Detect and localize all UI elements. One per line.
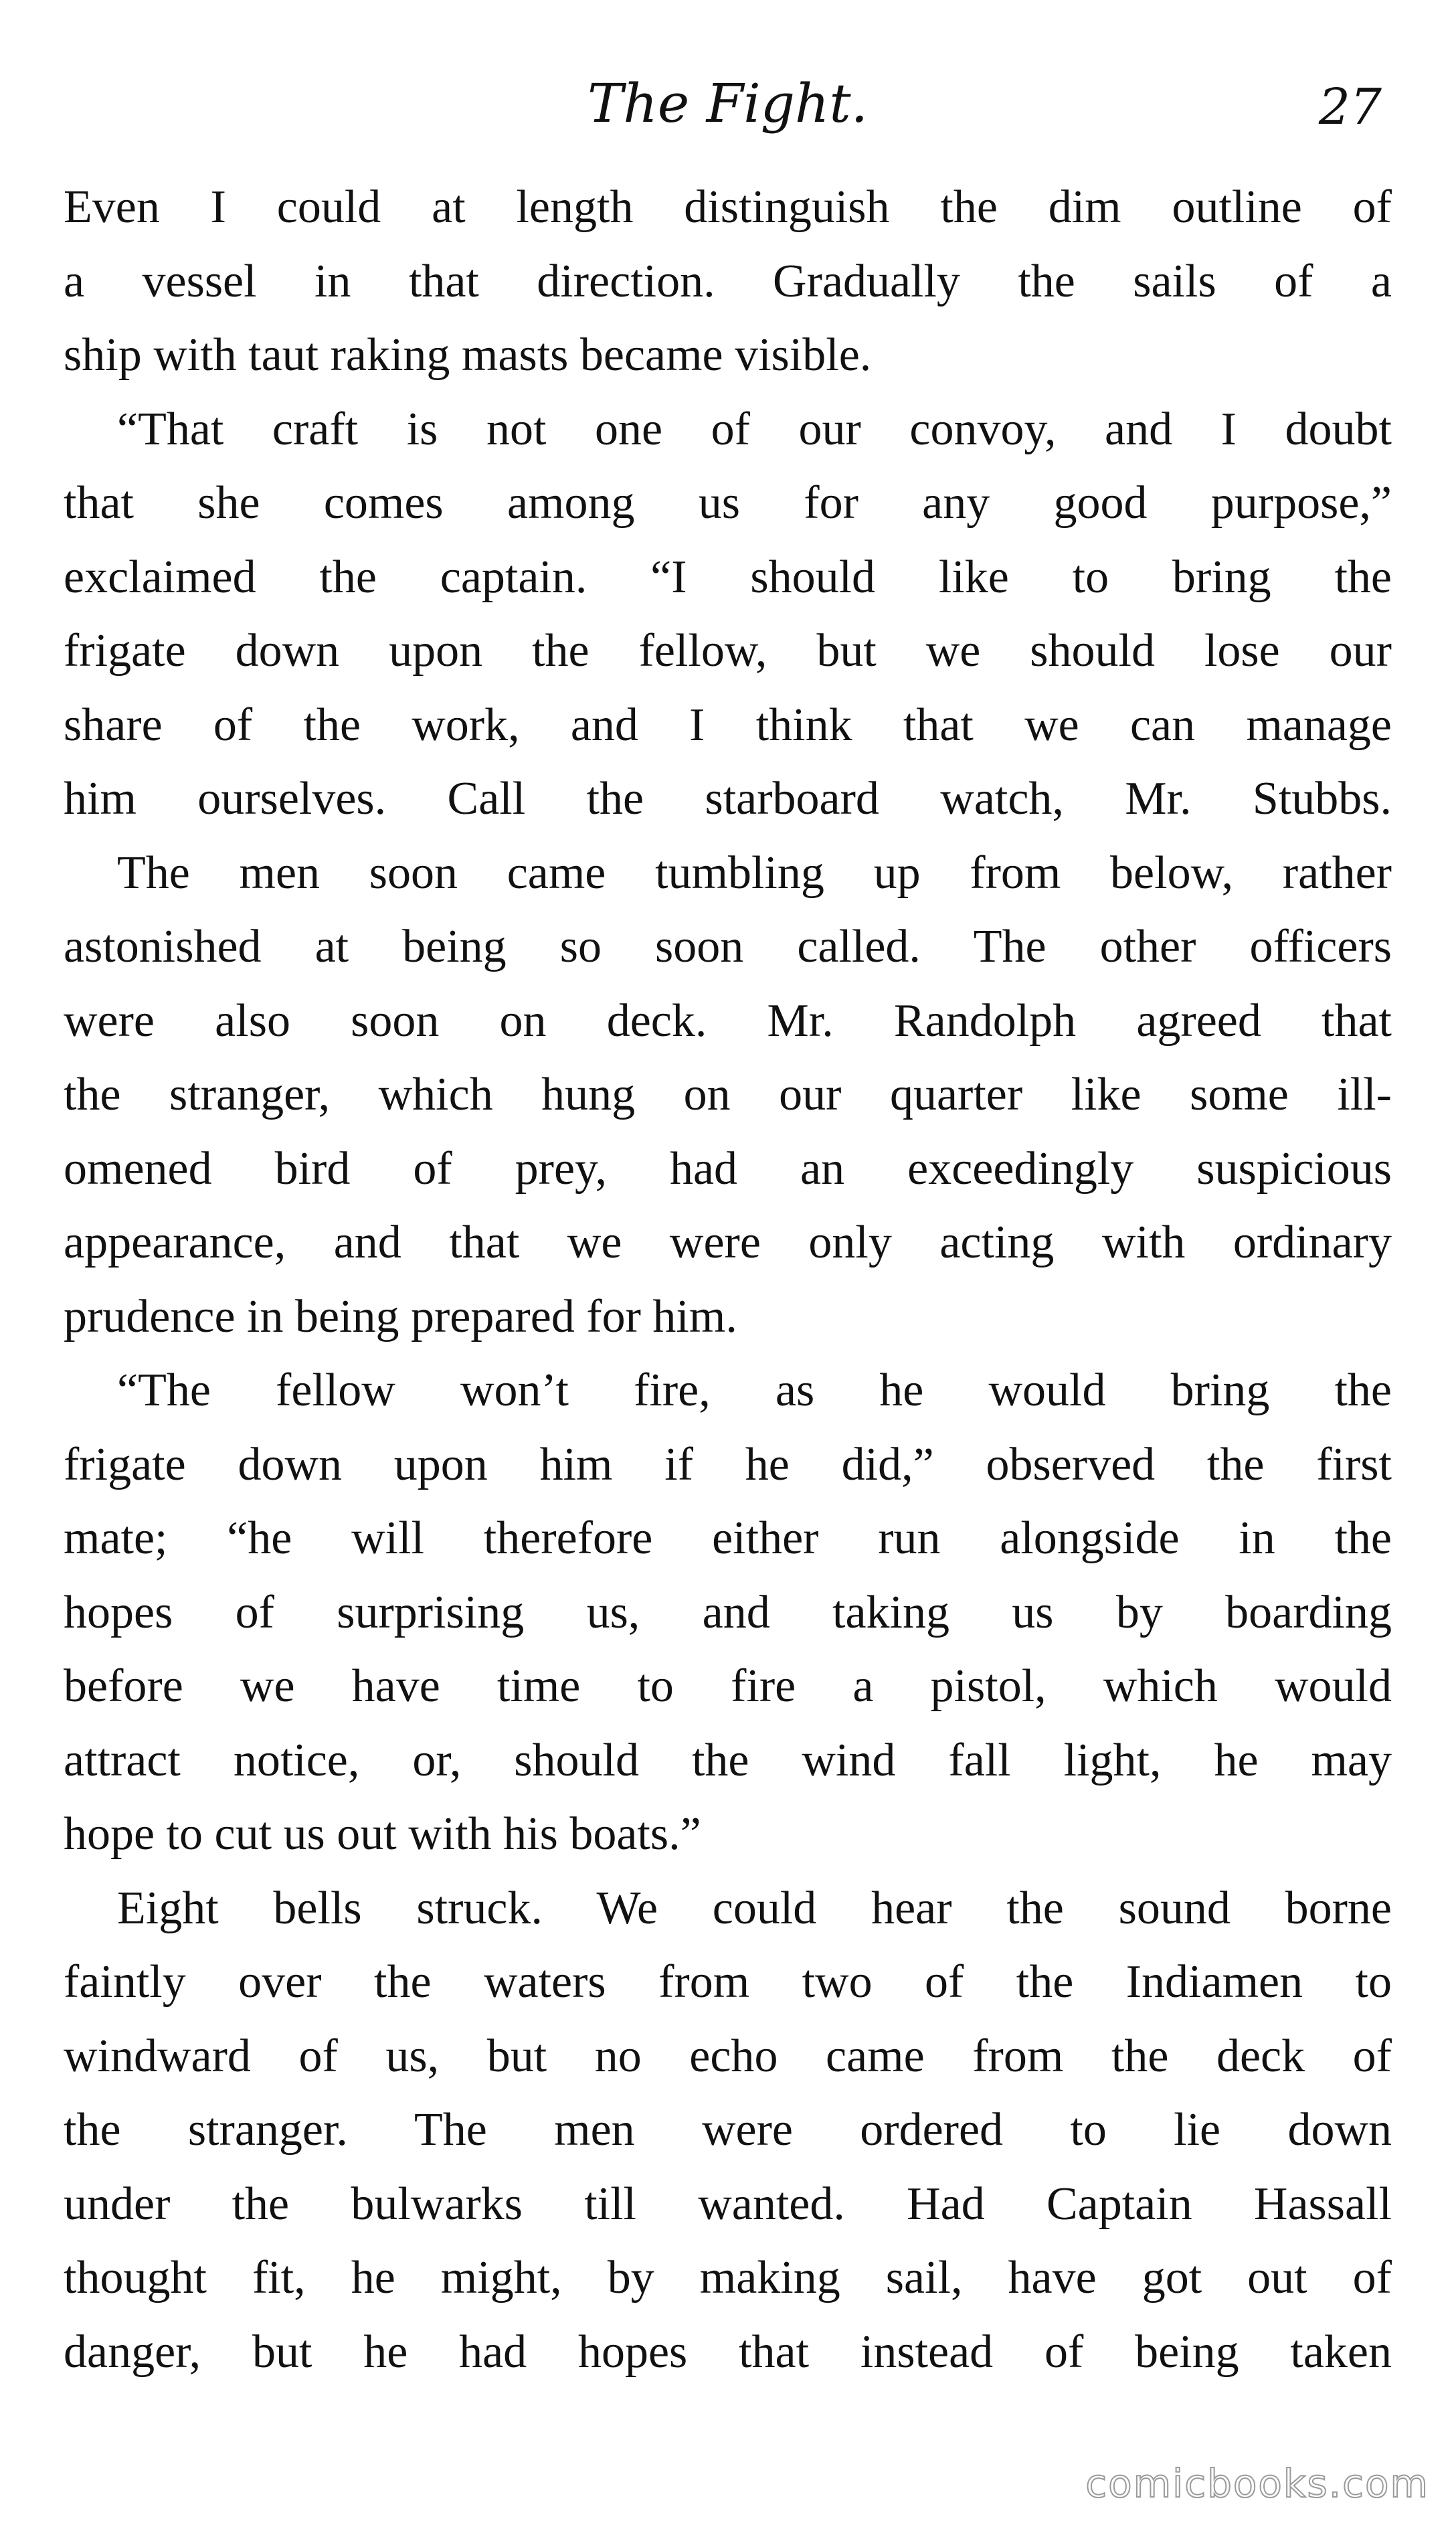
text-line: exclaimed the captain. “I should like to bring the — [64, 551, 1392, 603]
page-number: 27 — [1318, 78, 1382, 136]
text-line: danger, but he had hopes that instead of being taken — [64, 2326, 1392, 2378]
text-line: share of the work, and I think that we can manage — [64, 699, 1392, 751]
text-line: a vessel in that direction. Gradually the sails of a — [64, 255, 1392, 307]
text-line: prudence in being prepared for him. — [64, 1290, 737, 1342]
text-line: him ourselves. Call the starboard watch, Mr. Stubbs. — [64, 773, 1392, 824]
text-line: omened bird of prey, had an exceedingly suspicious — [64, 1142, 1392, 1195]
text-line: astonished at being so soon called. The other officers — [64, 921, 1392, 972]
text-line: mate; “he will therefore either run alongside in the — [64, 1512, 1392, 1564]
text-line: hopes of surprising us, and taking us by boarding — [64, 1586, 1392, 1638]
text-line: before we have time to fire a pistol, which would — [64, 1660, 1392, 1712]
text-line: that she comes among us for any good purpose,” — [64, 477, 1392, 529]
running-title: The Fight. — [587, 72, 869, 135]
text-line: were also soon on deck. Mr. Randolph agreed that — [64, 994, 1392, 1047]
text-line: frigate down upon him if he did,” observed the first — [64, 1438, 1392, 1490]
text-line: windward of us, but no echo came from the deck of — [64, 2030, 1392, 2082]
body-text — [64, 171, 1392, 2389]
text-line: “The fellow won’t fire, as he would bring the — [117, 1365, 1392, 1416]
text-line: attract notice, or, should the wind fall light, he may — [64, 1734, 1392, 1786]
text-line: Eight bells struck. We could hear the sound borne — [117, 1882, 1392, 1934]
text-line: frigate down upon the fellow, but we should lose our — [64, 625, 1392, 677]
page-header — [64, 64, 1392, 144]
text-line: faintly over the waters from two of the Indiamen to — [64, 1956, 1392, 2008]
text-line: “That craft is not one of our convoy, and I doubt — [117, 403, 1392, 455]
watermark: comicbooks.com — [1085, 2461, 1429, 2506]
text-line: hope to cut us out with his boats.” — [64, 1808, 701, 1860]
text-line: thought fit, he might, by making sail, have got out of — [64, 2252, 1392, 2303]
text-line: ship with taut raking masts became visible. — [64, 329, 872, 381]
text-line: under the bulwarks till wanted. Had Captain Hassall — [64, 2178, 1392, 2230]
text-line: The men soon came tumbling up from below, rather — [117, 847, 1392, 899]
text-line: the stranger, which hung on our quarter like some ill- — [64, 1069, 1392, 1120]
text-line: the stranger. The men were ordered to lie down — [64, 2104, 1392, 2156]
text-line: Even I could at length distinguish the dim outline of — [64, 181, 1392, 233]
text-line: appearance, and that we were only acting with ordinary — [64, 1217, 1392, 1268]
